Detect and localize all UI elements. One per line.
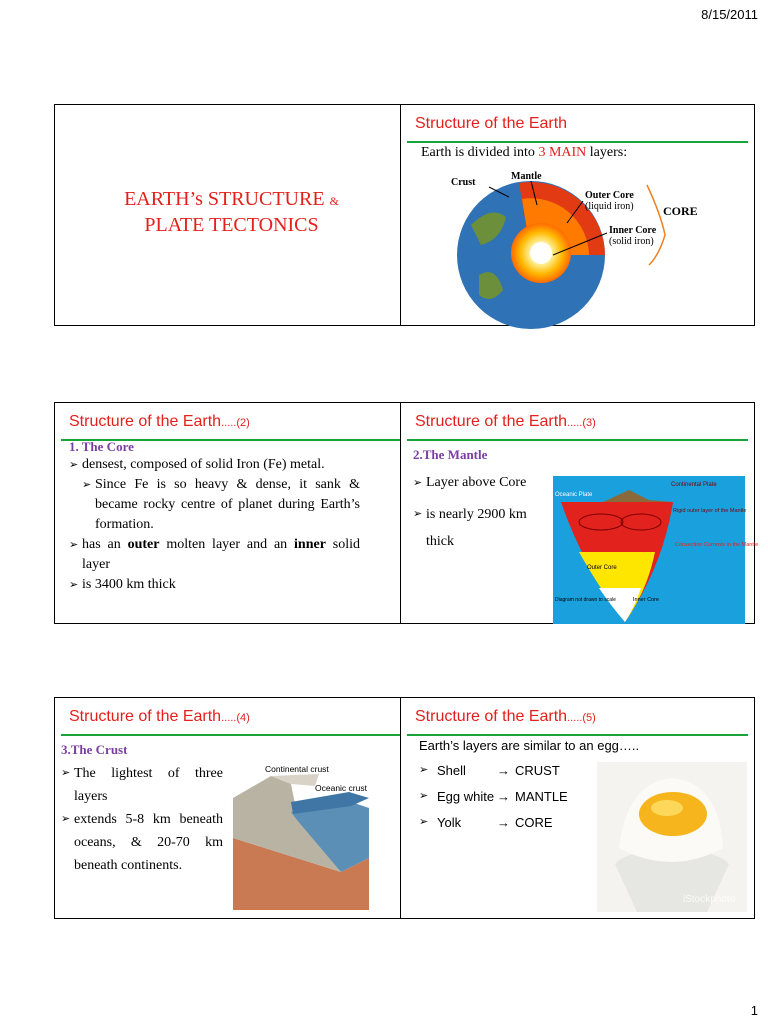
slide-heading: Structure of the Earth.....(3)	[415, 413, 596, 430]
slide-structure	[400, 104, 755, 326]
bullet-list	[69, 455, 360, 595]
slide-mantle	[400, 402, 759, 624]
label-inner-core: Inner Core	[633, 597, 659, 603]
label-continental-crust: Continental crust	[265, 764, 329, 774]
inner-core	[530, 242, 552, 264]
egg-photo	[597, 762, 747, 912]
label-inner-core: Inner Core	[609, 225, 657, 236]
bullet-item: ➢ is 3400 km thick	[69, 575, 360, 595]
intro-text: Earth is divided into 3 MAIN layers:	[421, 145, 628, 160]
page-date: 8/15/2011	[701, 7, 758, 22]
title-line1: EARTH’s STRUCTURE	[124, 188, 325, 210]
heading-divider	[407, 439, 748, 441]
arrow-icon: →	[497, 763, 510, 778]
arrow-icon: →	[497, 789, 510, 804]
slide-heading: Structure of the Earth	[415, 115, 568, 132]
bullet-item: ➢ densest, composed of solid Iron (Fe) metal.	[69, 455, 360, 475]
label-outer-core: Outer Core	[587, 565, 617, 571]
slide-heading: Structure of the Earth.....(5)	[415, 708, 596, 725]
label-rigid-layer: Rigid outer layer of the Mantle	[673, 508, 747, 514]
slide-egg-analogy	[400, 697, 755, 919]
label-crust: Crust	[451, 177, 476, 188]
bullet-list	[61, 762, 223, 877]
bullet-subitem: ➢ Since Fe is so heavy & dense, it sank & became rocky centre of planet during Earth’s formation.	[69, 475, 360, 535]
crust-diagram	[231, 762, 371, 910]
title-line2: PLATE TECTONICS	[144, 214, 319, 236]
slide-heading: Structure of the Earth.....(2)	[69, 413, 250, 430]
label-continental-plate: Continental Plate	[671, 482, 717, 488]
bullet-item: ➢ extends 5-8 km beneath oceans, & 20-70 km beneath continents.	[61, 808, 223, 877]
egg-intro: Earth’s layers are similar to an egg…..	[419, 738, 640, 753]
analogy-row: ➢ Yolk → CORE	[419, 815, 639, 841]
title-ampersand: &	[329, 194, 339, 208]
heading-divider	[407, 734, 748, 736]
bullet-item: ➢ The lightest of three layers	[61, 762, 223, 808]
presentation-title	[55, 187, 408, 237]
earth-cutaway-diagram	[401, 105, 756, 327]
label-convection: Convection Currents in the Mantle	[675, 542, 759, 548]
arrow-icon: →	[497, 815, 510, 830]
highlight-text: 3 MAIN	[538, 145, 587, 160]
bullet-item: ➢ is nearly 2900 km thick	[413, 501, 553, 555]
label-scale-note: Diagram not drawn to scale	[555, 597, 616, 603]
section-heading: 2.The Mantle	[413, 447, 488, 462]
label-outer-core: Outer Core	[585, 190, 634, 201]
mantle-content	[413, 447, 553, 563]
slide-title	[54, 104, 409, 326]
slide-crust	[54, 697, 409, 919]
label-inner-core-sub: (solid iron)	[609, 236, 654, 247]
page-number: 1	[750, 1003, 758, 1018]
section-heading: 3.The Crust	[61, 742, 128, 757]
label-mantle: Mantle	[511, 171, 542, 182]
crust-content	[61, 742, 223, 877]
label-oceanic-crust: Oceanic crust	[315, 783, 367, 793]
mantle-diagram	[553, 476, 759, 624]
analogy-row: ➢ Shell → CRUST	[419, 763, 639, 789]
watermark-text: iStockphoto	[683, 894, 736, 905]
label-core: CORE	[663, 204, 698, 218]
core-content	[69, 439, 360, 595]
section-heading: 1. The Core	[69, 439, 134, 454]
bullet-item: ➢ Layer above Core	[413, 473, 553, 493]
heading-divider	[61, 734, 402, 736]
label-outer-core-sub: (liquid iron)	[585, 201, 634, 212]
slide-core	[54, 402, 409, 624]
bullet-item: ➢ has an outer molten layer and an inner solid layer	[69, 535, 360, 575]
bullet-list	[413, 473, 553, 555]
analogy-row: ➢ Egg white → MANTLE	[419, 789, 639, 815]
label-oceanic-plate: Oceanic Plate	[555, 492, 593, 498]
slide-heading: Structure of the Earth.....(4)	[69, 708, 250, 725]
